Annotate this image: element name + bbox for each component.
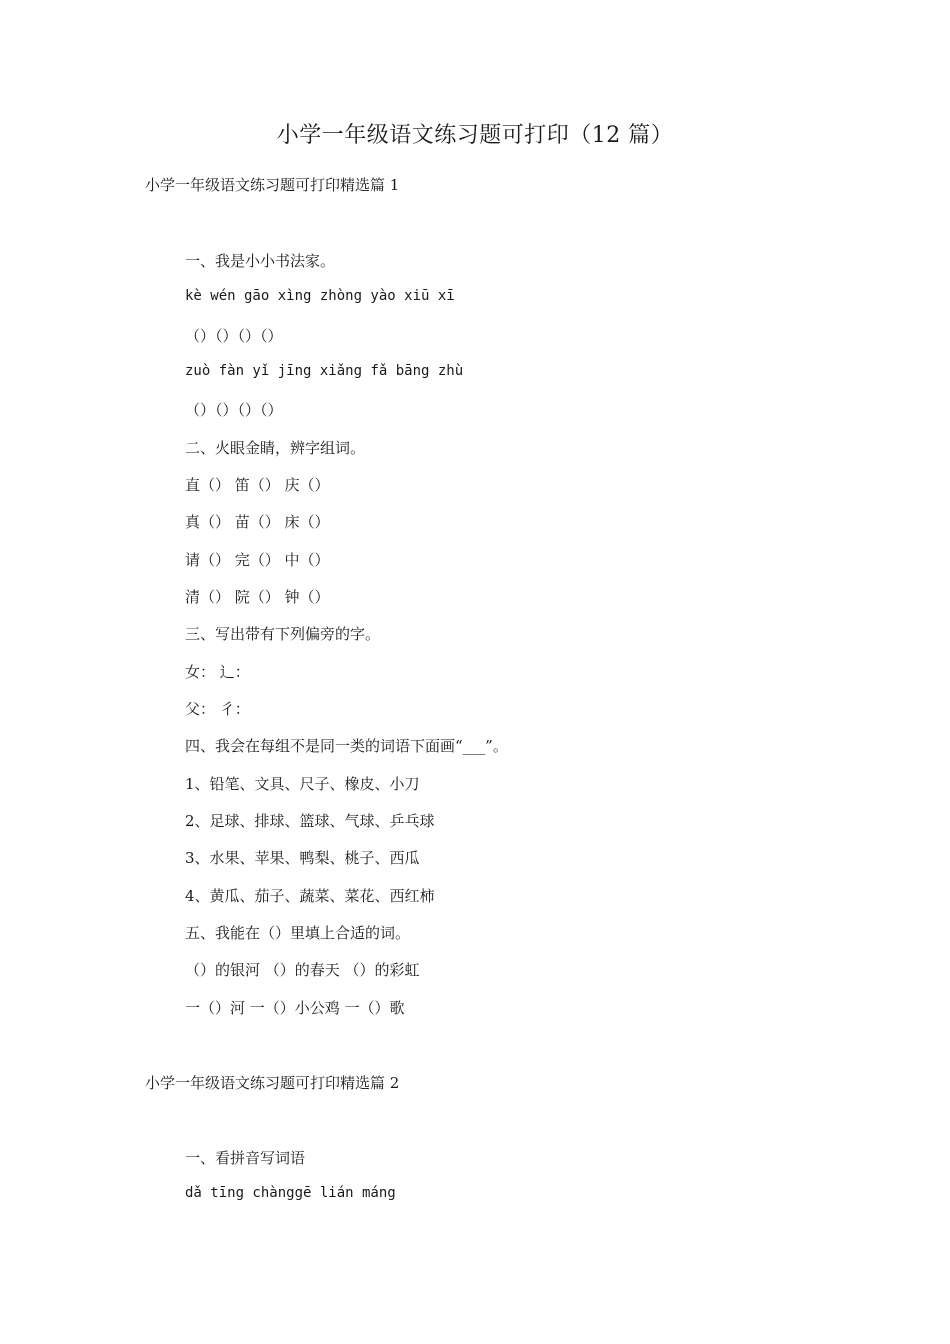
exercise-line: 2、足球、排球、篮球、气球、乒乓球 bbox=[185, 812, 435, 830]
exercise-line: 直（） 笛（） 庆（） bbox=[185, 476, 330, 494]
question-heading: 一、看拼音写词语 bbox=[185, 1149, 306, 1167]
question-heading: 二、火眼金睛，辨字组词。 bbox=[185, 439, 366, 457]
exercise-line: 请（） 完（） 中（） bbox=[185, 551, 330, 569]
blank-line: （）（）（）（） bbox=[185, 327, 283, 345]
question-heading: 三、写出带有下列偏旁的字。 bbox=[185, 625, 381, 643]
exercise-line: 女： 辶： bbox=[185, 663, 250, 681]
section-heading: 小学一年级语文练习题可打印精选篇 2 bbox=[145, 1074, 400, 1092]
pinyin-line: zuò fàn yǐ jīng xiǎng fǎ bāng zhù bbox=[185, 363, 464, 379]
document-title: 小学一年级语文练习题可打印（12 篇） bbox=[276, 123, 674, 148]
exercise-line: 一（）河 一（）小公鸡 一（）歌 bbox=[185, 999, 405, 1017]
question-heading: 五、我能在（）里填上合适的词。 bbox=[185, 924, 411, 942]
section-heading: 小学一年级语文练习题可打印精选篇 1 bbox=[145, 176, 400, 194]
exercise-line: 清（） 院（） 钟（） bbox=[185, 588, 330, 606]
blank-line: （）（）（）（） bbox=[185, 401, 283, 419]
exercise-line: 1、铅笔、文具、尺子、橡皮、小刀 bbox=[185, 775, 420, 793]
pinyin-line: dǎ tīng chànggē lián máng bbox=[185, 1185, 396, 1201]
exercise-line: 父： 彳： bbox=[185, 700, 250, 718]
exercise-line: 3、水果、苹果、鸭梨、桃子、西瓜 bbox=[185, 849, 420, 867]
pinyin-line: kè wén gāo xìng zhòng yào xiū xī bbox=[185, 288, 455, 304]
exercise-line: 4、黄瓜、茄子、蔬菜、菜花、西红柿 bbox=[185, 887, 435, 905]
exercise-line: （）的银河 （）的春天 （）的彩虹 bbox=[185, 961, 420, 979]
exercise-line: 真（） 苗（） 床（） bbox=[185, 513, 330, 531]
question-heading: 一、我是小小书法家。 bbox=[185, 252, 336, 270]
question-heading: 四、我会在每组不是同一类的词语下面画“___”。 bbox=[185, 737, 508, 755]
